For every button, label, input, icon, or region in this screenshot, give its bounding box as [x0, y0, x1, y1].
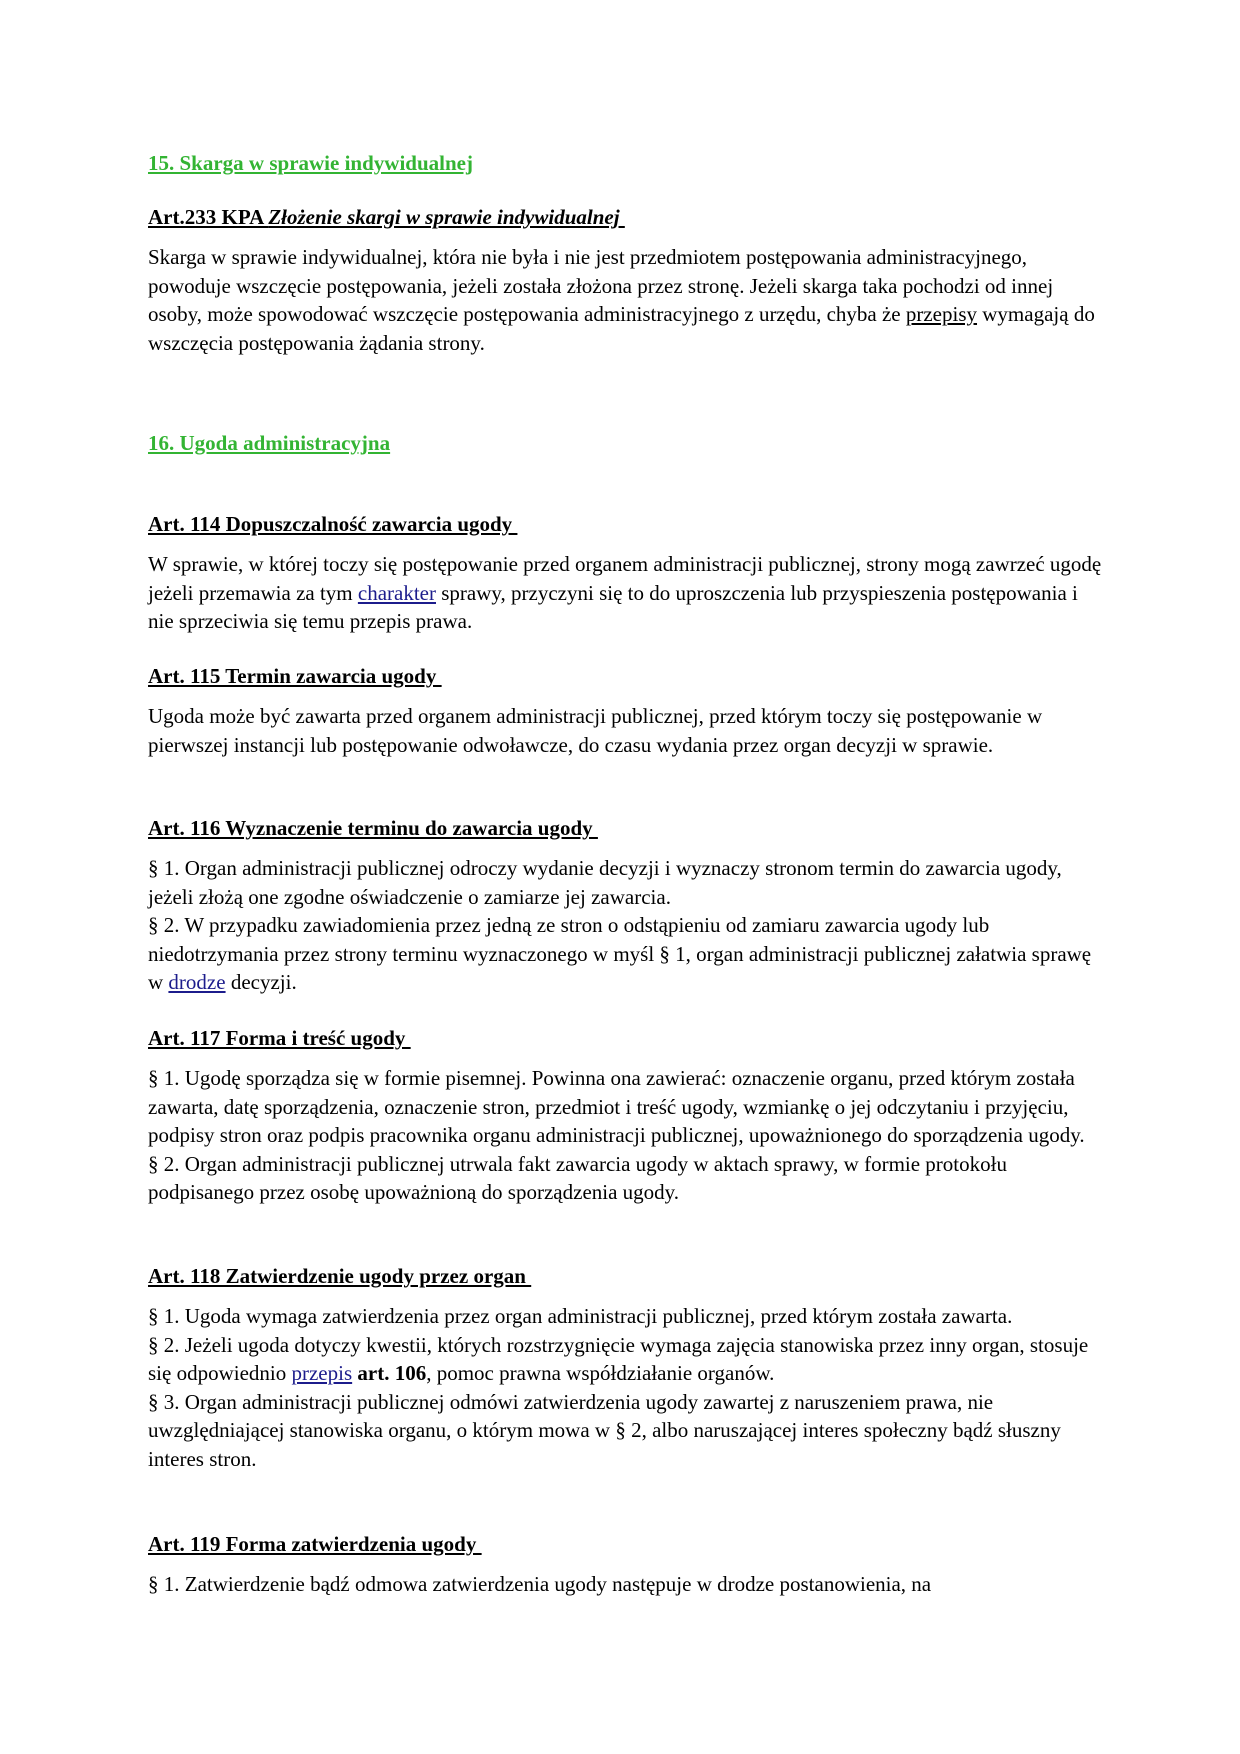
article-233-italic-title: Złożenie skargi w sprawie indywidualnej [268, 205, 625, 229]
article-117-body [148, 1064, 1108, 1207]
article-116-body [148, 854, 1108, 997]
paragraph-text: decyzji. [225, 970, 297, 995]
paragraph-text: § 2. Jeżeli ugoda dotyczy kwestii, których rozstrzygnięcie wymaga zajęcia stanowiska przez inny organ, stosuje się odpowiednio [148, 1332, 1089, 1386]
article-116-heading: Art. 116 Wyznaczenie terminu do zawarcia ugody [148, 816, 598, 840]
paragraph: Ugoda może być zawarta przed organem administracji publicznej, przed którym toczy się postępowanie w pierwszej instancji lub postępowanie odwoławcze, do czasu wydania przez organ decyzji w sprawie. [148, 704, 1043, 757]
paragraph-text: Skarga w sprawie indywidualnej, która nie była i nie jest przedmiotem postępowania administracyjnego, powoduje wszczęcie postępowania, jeżeli została złożona przez stronę. Jeżeli skarga taka pochodzi od innej osoby, może spowodować wszczęcie postępowania administracyjnego z urzędu, chyba że [148, 245, 1054, 327]
section-title [148, 429, 1108, 457]
paragraph-1: § 1. Zatwierdzenie bądź odmowa zatwierdzenia ugody następuje w drodze postanowienia, na [148, 1572, 932, 1596]
article-233-label: Art.233 KPA [148, 205, 269, 229]
paragraph-1: § 1. Organ administracji publicznej odroczy wydanie decyzji i wyznaczy stronom termin do zawarcia ugody, jeżeli złożą one zgodne oświadczenie o zamiarze jej zawarcia. [148, 856, 1062, 909]
paragraph-2 [148, 911, 1108, 997]
paragraph [148, 243, 1108, 357]
paragraph-1: § 1. Ugoda wymaga zatwierdzenia przez organ administracji publicznej, przed którym została zawarta. [148, 1304, 1013, 1328]
paragraph-text: W sprawie, w której toczy się postępowanie przed organem administracji publicznej, strony mogą zawrzeć ugodę jeżeli przemawia za tym [148, 552, 1102, 605]
paragraph-text: wymagają do wszczęcia postępowania żądania strony. [148, 302, 1095, 355]
paragraph-2: § 2. Organ administracji publicznej utrwala fakt zawarcia ugody w aktach sprawy, w formie protokołu podpisanego przez osobę upoważnioną do sporządzenia ugody. [148, 1151, 1007, 1205]
section-15-title: 15. Skarga w sprawie indywidualnej [148, 151, 473, 175]
paragraph-2 [148, 1331, 1108, 1388]
paragraph-3: § 3. Organ administracji publicznej odmówi zatwierdzenia ugody zawartej z naruszeniem prawa, nie uwzględniającej stanowiska organu, o którym mowa w § 2, albo naruszającej interes społeczny bądź słuszny interes stron. [148, 1389, 1061, 1471]
section-title [148, 149, 1108, 177]
link-przepisy[interactable]: przepisy [905, 302, 978, 327]
paragraph [148, 550, 1108, 636]
article-119-body [148, 1570, 1108, 1599]
article-114-heading: Art. 114 Dopuszczalność zawarcia ugody [148, 512, 518, 536]
paragraph-text: sprawy, przyczyni się to do uproszczenia lub przyspieszenia postępowania i nie sprzeciwia się temu przepis prawa. [148, 580, 1078, 634]
article-114-body [148, 550, 1108, 636]
paragraph-text: § 2. W przypadku zawiadomienia przez jedną ze stron o odstąpieniu od zamiaru zawarcia ugody lub niedotrzymania przez strony terminu wyznaczonego w myśl § 1, organ administracji publicznej załatwia sprawę w [148, 913, 1092, 995]
article-233-body [148, 243, 1108, 357]
article-233-heading [148, 203, 1108, 231]
link-charakter[interactable]: charakter [357, 580, 436, 605]
article-118-body [148, 1302, 1108, 1474]
article-118-heading: Art. 118 Zatwierdzenie ugody przez organ [148, 1264, 532, 1288]
section-16-title: 16. Ugoda administracyjna [148, 431, 391, 455]
article-115-heading: Art. 115 Termin zawarcia ugody [148, 664, 442, 688]
article-reference: art. 106 [352, 1361, 427, 1386]
paragraph-text: , pomoc prawna współdziałanie organów. [426, 1361, 775, 1386]
paragraph-1: § 1. Ugodę sporządza się w formie pisemnej. Powinna ona zawierać: oznaczenie organu, przed którym została zawarta, datę sporządzenia, oznaczenie stron, przedmiot i treść ugody, wzmiankę o jej odczytaniu i przyjęciu, podpisy stron oraz podpis pracownika organu administracji publicznej, upoważnionego do sporządzenia ugody. [148, 1066, 1085, 1148]
article-119-heading: Art. 119 Forma zatwierdzenia ugody [148, 1532, 482, 1556]
link-drodze[interactable]: drodze [168, 970, 226, 995]
article-115-body [148, 702, 1108, 759]
article-117-heading: Art. 117 Forma i treść ugody [148, 1026, 411, 1050]
link-przepis[interactable]: przepis [291, 1361, 353, 1386]
